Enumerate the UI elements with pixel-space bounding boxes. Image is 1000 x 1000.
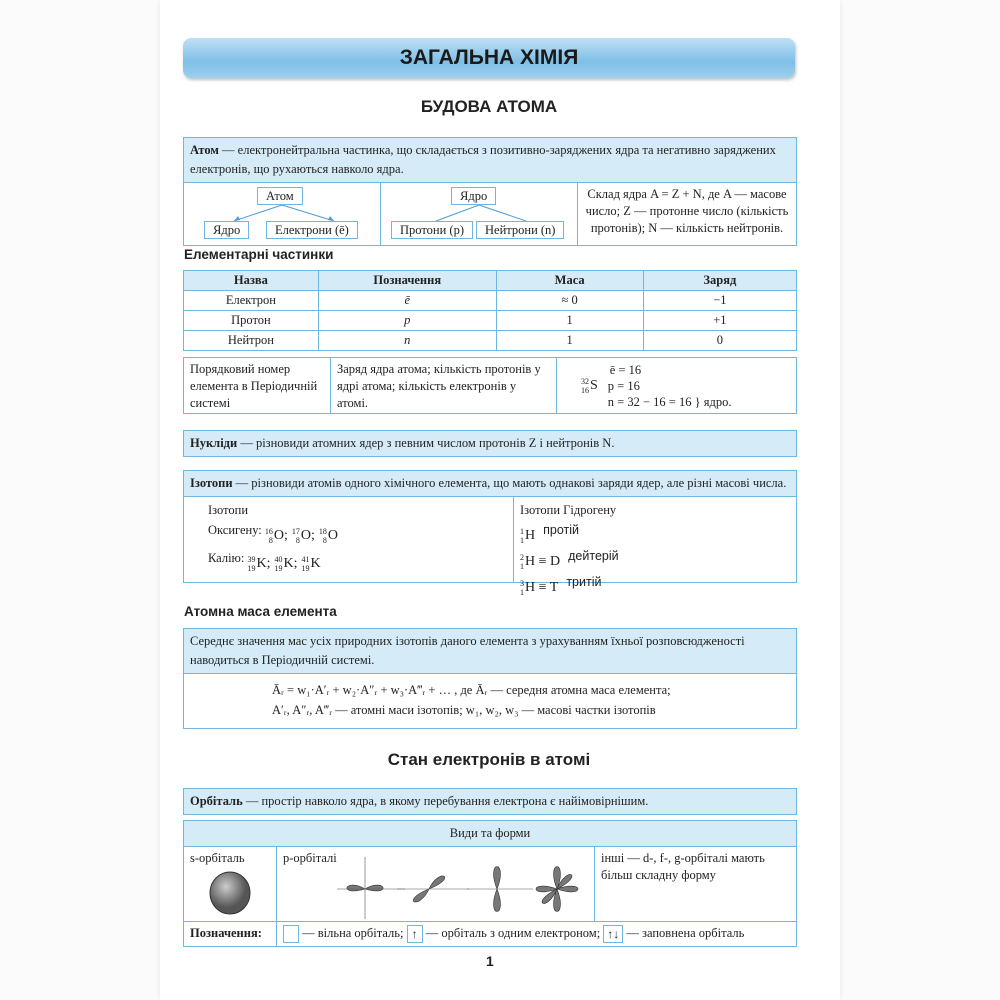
other-orbitals: інші — d-, f-, g-орбіталі мають більш складну форму	[601, 851, 765, 882]
atomic-mass-box	[183, 628, 797, 729]
nuclides-box: Нукліди — різновиди атомних ядер з певним числом протонів Z і нейтронів N.	[183, 430, 797, 457]
particles-table	[183, 270, 797, 351]
heading-particles: Елементарні частинки	[184, 247, 334, 262]
table-cell: 1	[496, 311, 643, 331]
nuclide-symbol: 41 19 K	[301, 555, 321, 573]
tree-left: Протони (p)	[391, 221, 473, 239]
nuclide-symbol: 39 19 K;	[247, 555, 271, 573]
tree-root: Атом	[257, 187, 303, 205]
tree-right: Електрони (ē)	[266, 221, 358, 239]
atom-box	[183, 137, 797, 246]
p-orbitals-cell: p-орбіталі	[277, 847, 595, 921]
orbital-types-table	[183, 820, 797, 947]
table-cell: ē	[318, 291, 496, 311]
table-row	[184, 291, 797, 311]
nucleus-composition: Склад ядра A = Z + N, де A — масове число; Z — протонне число (кількість протонів); N — кількість нейтронів.	[585, 187, 789, 235]
nuclide-symbol: 40 19 K;	[274, 555, 298, 573]
legend-row: Позначення: — вільна орбіталь; ↑ — орбіталь з одним електроном; ↑↓ — заповнена орбіталь	[184, 922, 796, 946]
page-title: ЗАГАЛЬНА ХІМІЯ	[183, 38, 795, 78]
term: Атом	[190, 143, 219, 157]
tree-right: Нейтрони (n)	[476, 221, 564, 239]
nuclide-symbol: 2 1 H ≡ D	[520, 553, 561, 571]
types-header: Види та форми	[184, 821, 796, 847]
s-orbital-sphere-icon	[208, 871, 258, 916]
table-cell: −1	[643, 291, 796, 311]
hydrogen-isotopes: Ізотопи Гідрогену 1 1 H протій 2 1 H ≡ D дейтерій 3 1 H ≡ T тритій	[514, 497, 796, 582]
s-orbital-cell: s-орбіталь	[184, 847, 277, 921]
section-title-atom-structure: БУДОВА АТОМА	[420, 97, 558, 116]
table-cell: p	[318, 311, 496, 331]
single-electron-orbital-icon: ↑	[407, 925, 423, 943]
tree-root: Ядро	[451, 187, 496, 205]
formula-legend: A′ᵣ, A″ᵣ, A‴ᵣ — атомні маси ізотопів; w₁, w₂, w₃ — масові частки ізотопів	[272, 703, 656, 717]
table-cell: ≈ 0	[496, 291, 643, 311]
nuclide-symbol: 1 1 H	[520, 527, 536, 545]
isotopes-box: Ізотопи — різновиди атомів одного хімічного елемента, що мають однакові заряди ядер, але різні масові числа. Ізотопи Оксигену: 16 8 O; 17 8 O; 18 8 O Калію: 39 19 K; 40 19 K; 41 19 K Ізотопи Гідрогену 1 1 H протій 2 1 H ≡ D дейтерій 3 1 H ≡ T тритій	[183, 470, 797, 583]
heading-atomic-mass: Атомна маса елемента	[184, 604, 337, 619]
filled-orbital-icon: ↑↓	[603, 925, 623, 943]
atomic-number-box	[183, 357, 797, 414]
nuclide-symbol: 16 8 O;	[264, 527, 288, 545]
orbital-box: Орбіталь — простір навколо ядра, в якому перебування електрона є найімовірнішим.	[183, 788, 797, 815]
table-cell: +1	[643, 311, 796, 331]
table-cell: 1	[496, 331, 643, 351]
table-cell: Протон	[184, 311, 319, 331]
p-orbitals-diagram-icon	[337, 851, 587, 919]
formula: Āᵣ = w₁·A′ᵣ + w₂·A″ᵣ + w₃·A‴ᵣ + … , де Āᵣ — середня атомна маса елемента;	[272, 683, 671, 697]
column-header: Позначення	[318, 271, 496, 291]
nuclide-symbol: 17 8 O;	[291, 527, 315, 545]
table-cell: Електрон	[184, 291, 319, 311]
column-header: Назва	[184, 271, 319, 291]
column-header: Маса	[496, 271, 643, 291]
table-cell: 0	[643, 331, 796, 351]
sulfur-example: 32 16 S ē = 16 p = 16 n = 32 − 16 = 16 } ядро.	[581, 362, 732, 409]
hydrogen-isotope: 2 1 H ≡ D дейтерій	[520, 549, 619, 571]
table-cell: n	[318, 331, 496, 351]
atom-tree	[184, 183, 381, 245]
nucleus-tree	[381, 183, 578, 245]
nuclide-symbol: 18 8 O	[318, 527, 339, 545]
atomic-number-label: Порядковий номер елемента в Періодичній системі	[184, 358, 331, 413]
table-row	[184, 331, 797, 351]
atomic-number-meaning: Заряд ядра атома; кількість протонів у ядрі атома; кількість електронів у атомі.	[331, 358, 557, 413]
section-title-electrons: Стан електронів в атомі	[387, 750, 591, 769]
hydrogen-isotope: 3 1 H ≡ T тритій	[520, 575, 602, 597]
hydrogen-isotope: 1 1 H протій	[520, 523, 580, 545]
table-row	[184, 311, 797, 331]
definition: — електронейтральна частинка, що складається з позитивно-заряджених ядра та негативно заряджених електронів, що рухаються навколо ядра.	[190, 143, 776, 176]
tree-left: Ядро	[204, 221, 249, 239]
column-header: Заряд	[643, 271, 796, 291]
nuclide-symbol: 3 1 H ≡ T	[520, 579, 559, 597]
isotopes-examples: Ізотопи Оксигену: 16 8 O; 17 8 O; 18 8 O Калію: 39 19 K; 40 19 K; 41 19 K	[184, 497, 514, 582]
page-number: 1	[486, 953, 494, 969]
table-cell: Нейтрон	[184, 331, 319, 351]
empty-orbital-icon	[283, 925, 299, 943]
definition: Середнє значення мас усіх природних ізотопів даного елемента з урахуванням їхньої розповсюдженості наводиться в Періодичній системі.	[184, 629, 796, 674]
